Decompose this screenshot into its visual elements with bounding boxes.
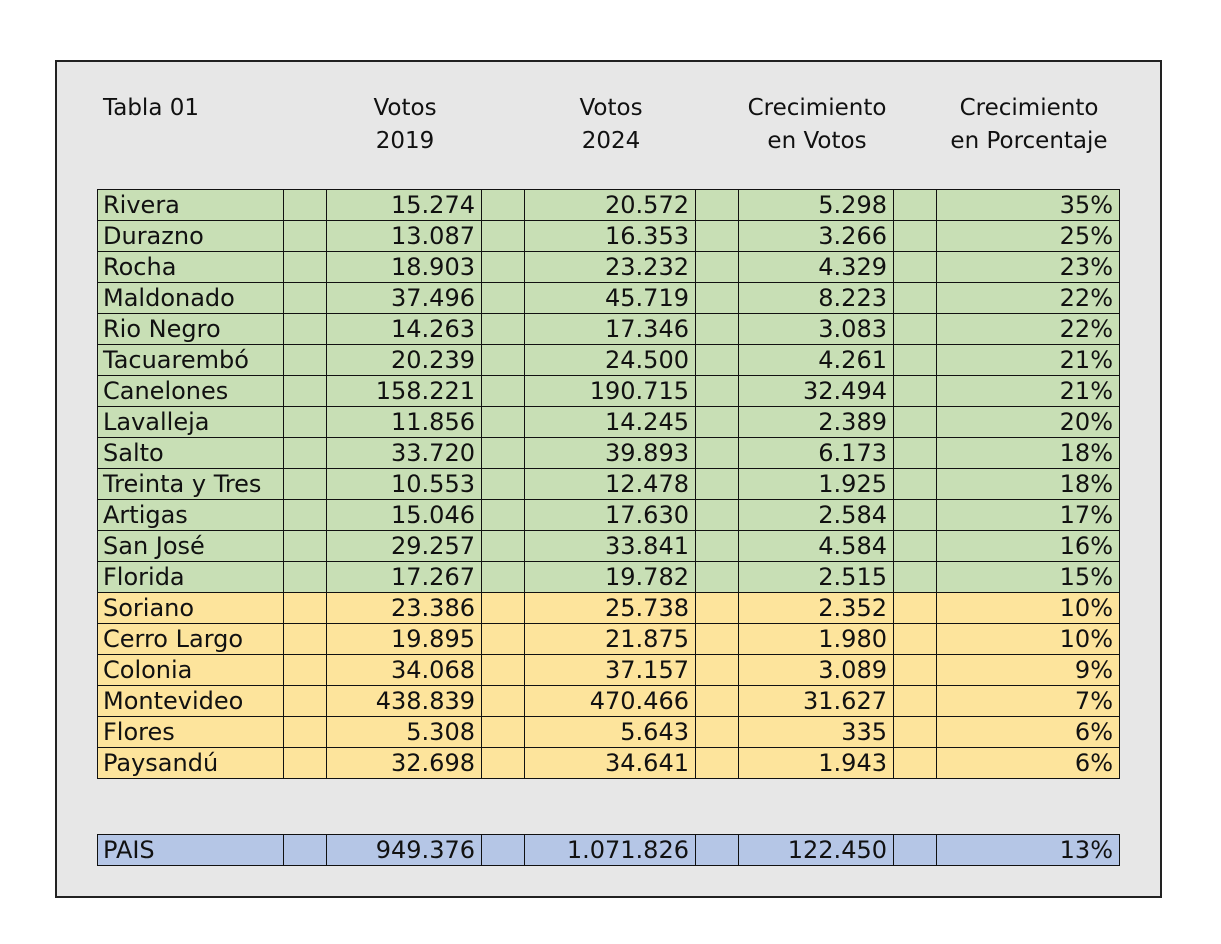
growth-pct: 22%	[937, 314, 1120, 345]
spacer-cell	[284, 624, 327, 655]
department-name: Florida	[98, 562, 284, 593]
department-name: Rio Negro	[98, 314, 284, 345]
spacer-cell	[284, 221, 327, 252]
header-growth-pct	[929, 92, 1129, 158]
spacer-cell	[894, 190, 937, 221]
votes-2024: 17.630	[525, 500, 696, 531]
spacer-cell	[894, 655, 937, 686]
spacer-cell	[696, 593, 739, 624]
growth-pct: 7%	[937, 686, 1120, 717]
votes-2024: 16.353	[525, 221, 696, 252]
growth-votes: 5.298	[739, 190, 894, 221]
spacer-cell	[284, 531, 327, 562]
spacer-cell	[894, 593, 937, 624]
total-votes-2024: 1.071.826	[525, 835, 696, 866]
spacer-cell	[894, 686, 937, 717]
header-growth-votes-line1: Crecimiento	[747, 95, 887, 121]
spacer-cell	[284, 500, 327, 531]
header-growth-votes-line2: en Votos	[767, 128, 867, 154]
spacer-cell	[696, 717, 739, 748]
department-name: San José	[98, 531, 284, 562]
votes-2019: 34.068	[327, 655, 482, 686]
votes-2024: 45.719	[525, 283, 696, 314]
department-name: Soriano	[98, 593, 284, 624]
votes-2024: 470.466	[525, 686, 696, 717]
votes-2024: 24.500	[525, 345, 696, 376]
growth-pct: 10%	[937, 624, 1120, 655]
spacer-cell	[894, 252, 937, 283]
header-votes-2024-line2: 2024	[581, 128, 641, 154]
spacer-cell	[696, 252, 739, 283]
spacer-cell	[894, 221, 937, 252]
department-name: Cerro Largo	[98, 624, 284, 655]
spacer-cell	[284, 562, 327, 593]
votes-2019: 158.221	[327, 376, 482, 407]
spacer-cell	[482, 314, 525, 345]
votes-2019: 19.895	[327, 624, 482, 655]
total-votes-2019: 949.376	[327, 835, 482, 866]
growth-votes: 2.389	[739, 407, 894, 438]
spacer-cell	[284, 252, 327, 283]
header-growth-pct-line2: en Porcentaje	[950, 128, 1108, 154]
spacer-cell	[894, 717, 937, 748]
header-growth-votes	[727, 92, 907, 158]
spacer-cell	[894, 345, 937, 376]
spacer-cell	[482, 376, 525, 407]
table-row	[98, 624, 1120, 655]
spacer-cell	[482, 655, 525, 686]
votes-2024: 17.346	[525, 314, 696, 345]
spacer-cell	[284, 686, 327, 717]
department-name: Colonia	[98, 655, 284, 686]
growth-votes: 3.083	[739, 314, 894, 345]
votes-2019: 15.274	[327, 190, 482, 221]
spacer-cell	[482, 531, 525, 562]
votes-2024: 5.643	[525, 717, 696, 748]
department-name: Maldonado	[98, 283, 284, 314]
votes-2024: 20.572	[525, 190, 696, 221]
spacer-cell	[894, 469, 937, 500]
votes-2024: 23.232	[525, 252, 696, 283]
department-name: Treinta y Tres	[98, 469, 284, 500]
growth-votes: 4.584	[739, 531, 894, 562]
spacer-cell	[482, 252, 525, 283]
spacer-cell	[696, 190, 739, 221]
growth-votes: 6.173	[739, 438, 894, 469]
spacer-cell	[894, 562, 937, 593]
growth-votes: 31.627	[739, 686, 894, 717]
department-name: Paysandú	[98, 748, 284, 779]
spacer-cell	[482, 835, 525, 866]
department-name: Tacuarembó	[98, 345, 284, 376]
table-row	[98, 314, 1120, 345]
growth-pct: 6%	[937, 717, 1120, 748]
votes-2019: 5.308	[327, 717, 482, 748]
spacer-cell	[482, 469, 525, 500]
department-name: Salto	[98, 438, 284, 469]
table-label: Tabla 01	[103, 95, 199, 121]
department-name: Montevideo	[98, 686, 284, 717]
spacer-cell	[696, 221, 739, 252]
votes-2024: 33.841	[525, 531, 696, 562]
departments-table	[97, 189, 1120, 779]
votes-2019: 29.257	[327, 531, 482, 562]
spacer-cell	[894, 314, 937, 345]
spacer-cell	[482, 686, 525, 717]
department-name: Flores	[98, 717, 284, 748]
table-row	[98, 407, 1120, 438]
table-row	[98, 562, 1120, 593]
table-row	[98, 376, 1120, 407]
header-votes-2024-line1: Votos	[579, 95, 643, 121]
spacer-cell	[696, 686, 739, 717]
growth-pct: 18%	[937, 469, 1120, 500]
growth-pct: 25%	[937, 221, 1120, 252]
growth-pct: 20%	[937, 407, 1120, 438]
spacer-cell	[482, 748, 525, 779]
growth-pct: 23%	[937, 252, 1120, 283]
spacer-cell	[284, 438, 327, 469]
header-votes-2019-line1: Votos	[373, 95, 437, 121]
total-growth-pct: 13%	[937, 835, 1120, 866]
spacer-cell	[482, 500, 525, 531]
votes-2024: 14.245	[525, 407, 696, 438]
table-row	[98, 655, 1120, 686]
header-votes-2019	[330, 92, 480, 158]
spacer-cell	[696, 835, 739, 866]
spacer-cell	[894, 624, 937, 655]
table-row	[98, 748, 1120, 779]
total-name: PAIS	[98, 835, 284, 866]
growth-votes: 2.352	[739, 593, 894, 624]
spacer-cell	[482, 283, 525, 314]
votes-2019: 20.239	[327, 345, 482, 376]
growth-votes: 8.223	[739, 283, 894, 314]
spacer-cell	[894, 283, 937, 314]
spacer-cell	[482, 221, 525, 252]
table-row	[98, 190, 1120, 221]
spacer-cell	[284, 314, 327, 345]
growth-votes: 1.925	[739, 469, 894, 500]
spacer-cell	[696, 283, 739, 314]
spacer-cell	[696, 500, 739, 531]
spacer-cell	[894, 748, 937, 779]
spacer-cell	[284, 717, 327, 748]
spacer-cell	[284, 345, 327, 376]
spacer-cell	[696, 438, 739, 469]
votes-2024: 19.782	[525, 562, 696, 593]
spacer-cell	[696, 531, 739, 562]
votes-2019: 37.496	[327, 283, 482, 314]
spacer-cell	[284, 407, 327, 438]
spacer-cell	[284, 655, 327, 686]
spacer-cell	[482, 345, 525, 376]
spacer-cell	[696, 624, 739, 655]
spacer-cell	[482, 593, 525, 624]
table-row	[98, 345, 1120, 376]
spacer-cell	[894, 438, 937, 469]
spacer-cell	[482, 190, 525, 221]
table-row	[98, 686, 1120, 717]
table-row	[98, 500, 1120, 531]
votes-2019: 23.386	[327, 593, 482, 624]
votes-2019: 15.046	[327, 500, 482, 531]
spacer-cell	[894, 376, 937, 407]
spacer-cell	[696, 748, 739, 779]
votes-2019: 13.087	[327, 221, 482, 252]
growth-pct: 17%	[937, 500, 1120, 531]
spacer-cell	[284, 376, 327, 407]
spacer-cell	[482, 562, 525, 593]
growth-votes: 3.089	[739, 655, 894, 686]
growth-pct: 10%	[937, 593, 1120, 624]
spacer-cell	[284, 593, 327, 624]
growth-pct: 35%	[937, 190, 1120, 221]
spacer-cell	[696, 562, 739, 593]
votes-2024: 39.893	[525, 438, 696, 469]
votes-2019: 18.903	[327, 252, 482, 283]
spacer-cell	[894, 835, 937, 866]
total-growth-votes: 122.450	[739, 835, 894, 866]
votes-2019: 438.839	[327, 686, 482, 717]
growth-pct: 22%	[937, 283, 1120, 314]
growth-pct: 6%	[937, 748, 1120, 779]
spacer-cell	[696, 655, 739, 686]
votes-2019: 14.263	[327, 314, 482, 345]
growth-pct: 18%	[937, 438, 1120, 469]
spacer-cell	[696, 407, 739, 438]
table-row	[98, 531, 1120, 562]
votes-2024: 34.641	[525, 748, 696, 779]
spacer-cell	[482, 407, 525, 438]
votes-2024: 25.738	[525, 593, 696, 624]
spacer-cell	[894, 407, 937, 438]
table-row	[98, 252, 1120, 283]
spacer-cell	[894, 500, 937, 531]
spacer-cell	[696, 345, 739, 376]
votes-2019: 17.267	[327, 562, 482, 593]
table-row	[98, 469, 1120, 500]
spacer-cell	[482, 624, 525, 655]
total-table	[97, 834, 1120, 866]
votes-2019: 11.856	[327, 407, 482, 438]
growth-votes: 2.515	[739, 562, 894, 593]
votes-2019: 10.553	[327, 469, 482, 500]
growth-pct: 9%	[937, 655, 1120, 686]
spacer-cell	[284, 469, 327, 500]
table-row	[98, 717, 1120, 748]
spacer-cell	[894, 531, 937, 562]
header-votes-2019-line2: 2019	[375, 128, 435, 154]
table-row	[98, 221, 1120, 252]
growth-votes: 4.261	[739, 345, 894, 376]
growth-votes: 1.980	[739, 624, 894, 655]
growth-votes: 2.584	[739, 500, 894, 531]
spacer-cell	[696, 469, 739, 500]
growth-votes: 4.329	[739, 252, 894, 283]
spacer-cell	[284, 835, 327, 866]
spacer-cell	[696, 376, 739, 407]
department-name: Durazno	[98, 221, 284, 252]
spacer-cell	[284, 283, 327, 314]
votes-2024: 37.157	[525, 655, 696, 686]
growth-votes: 32.494	[739, 376, 894, 407]
votes-2019: 32.698	[327, 748, 482, 779]
department-name: Artigas	[98, 500, 284, 531]
header-growth-pct-line1: Crecimiento	[959, 95, 1099, 121]
spacer-cell	[482, 438, 525, 469]
table-row	[98, 593, 1120, 624]
spacer-cell	[696, 314, 739, 345]
growth-pct: 16%	[937, 531, 1120, 562]
header-votes-2024	[536, 92, 686, 158]
departments-table-body	[98, 190, 1120, 779]
votes-2019: 33.720	[327, 438, 482, 469]
department-name: Canelones	[98, 376, 284, 407]
votes-2024: 12.478	[525, 469, 696, 500]
votes-2024: 21.875	[525, 624, 696, 655]
growth-votes: 1.943	[739, 748, 894, 779]
growth-votes: 335	[739, 717, 894, 748]
department-name: Rocha	[98, 252, 284, 283]
department-name: Rivera	[98, 190, 284, 221]
growth-pct: 21%	[937, 376, 1120, 407]
growth-votes: 3.266	[739, 221, 894, 252]
total-row	[98, 835, 1120, 866]
department-name: Lavalleja	[98, 407, 284, 438]
table-row	[98, 283, 1120, 314]
spacer-cell	[482, 717, 525, 748]
votes-2024: 190.715	[525, 376, 696, 407]
spacer-cell	[284, 748, 327, 779]
growth-pct: 15%	[937, 562, 1120, 593]
table-row	[98, 438, 1120, 469]
spacer-cell	[284, 190, 327, 221]
growth-pct: 21%	[937, 345, 1120, 376]
